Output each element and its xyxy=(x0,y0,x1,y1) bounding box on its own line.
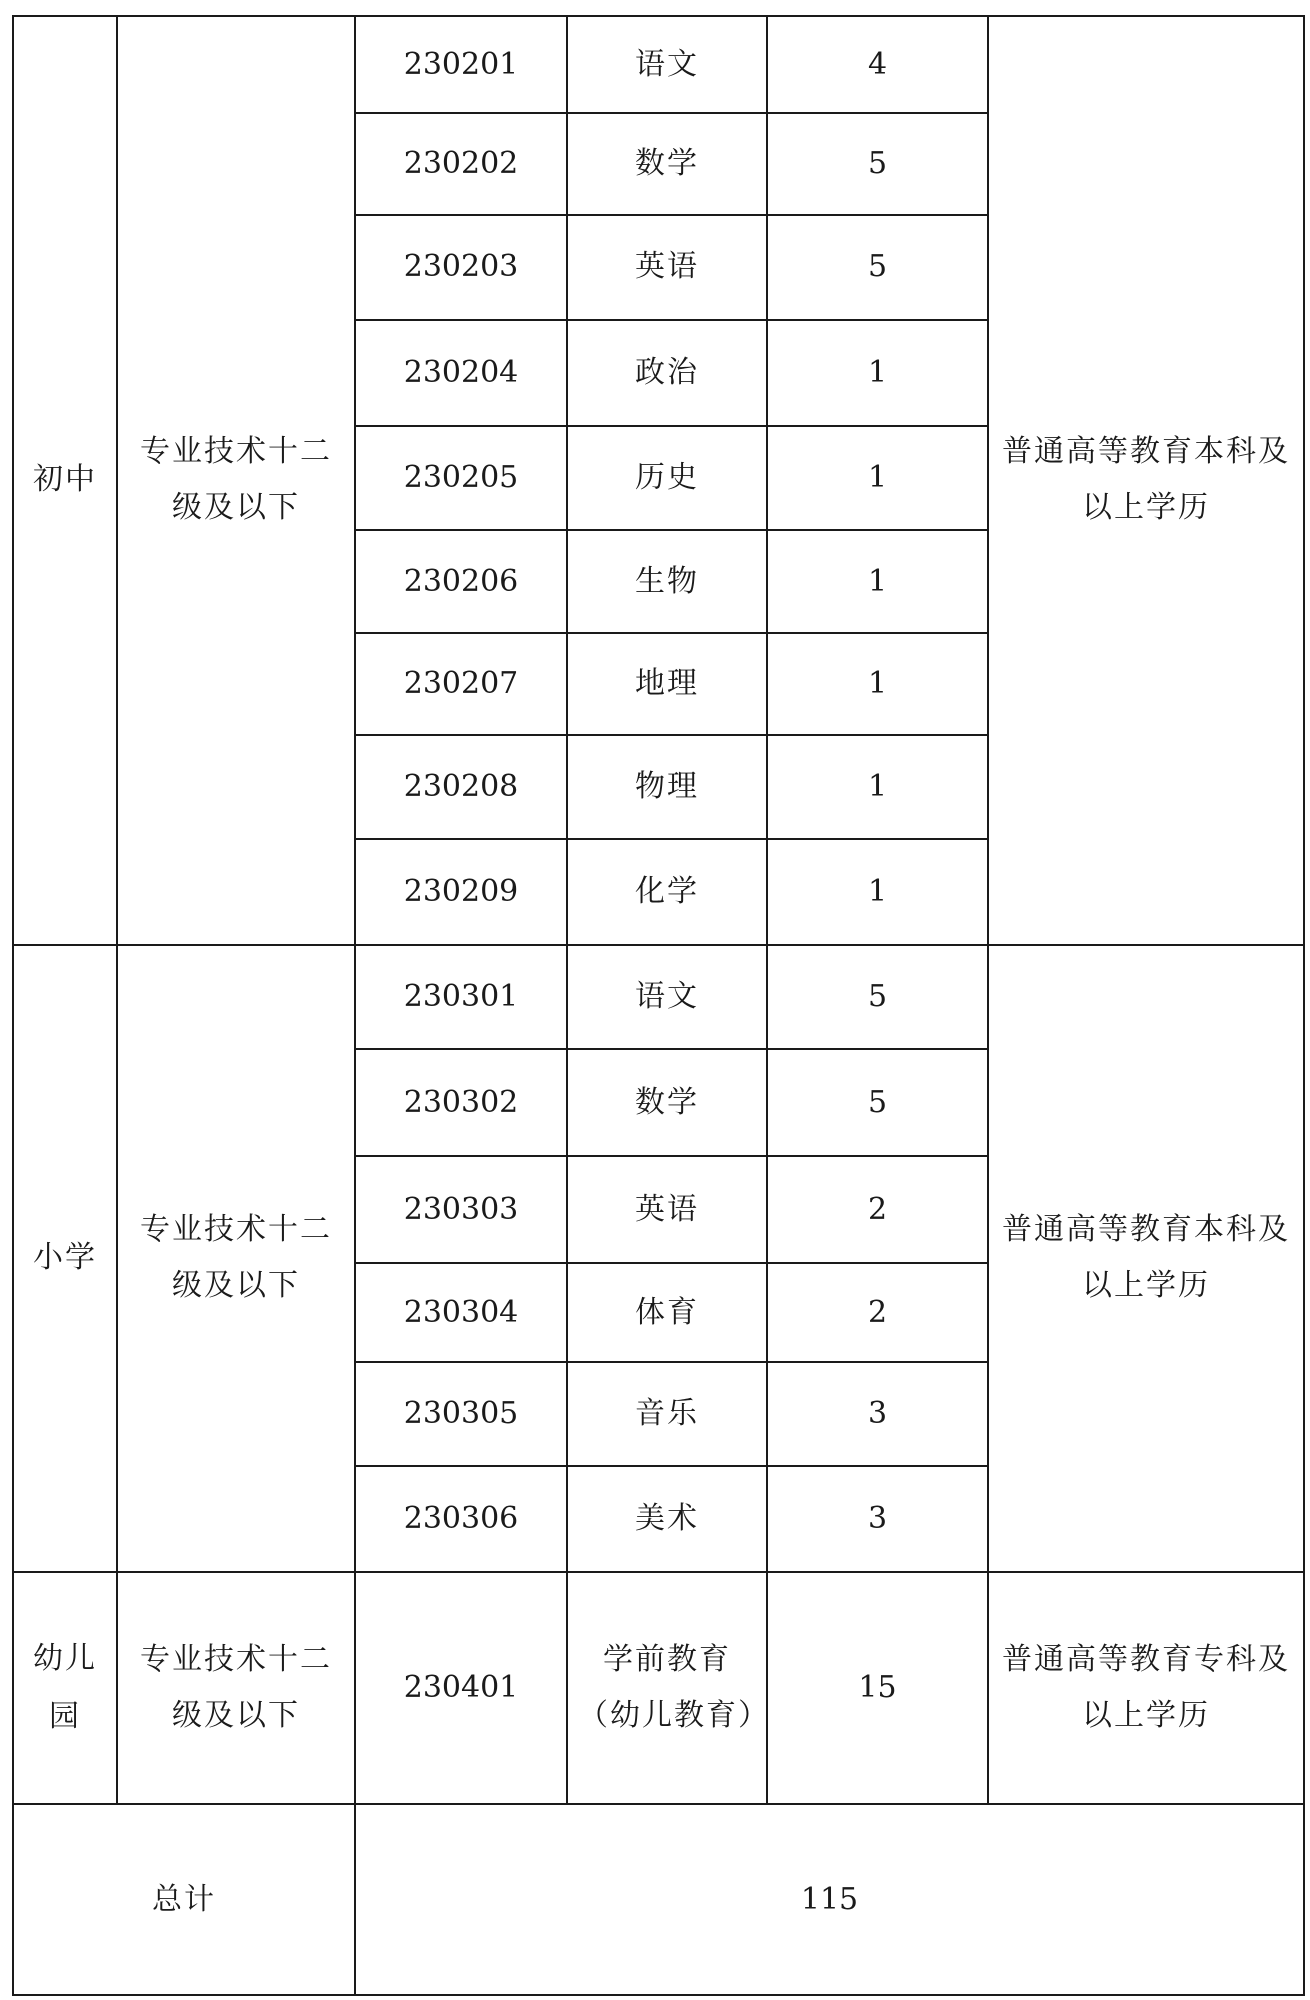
post-code: 230301 xyxy=(355,945,567,1049)
subject: 音乐 xyxy=(567,1362,767,1466)
subject: 数学 xyxy=(567,113,767,215)
level-cell: 专业技术十二级及以下 xyxy=(117,16,355,945)
subject: 语文 xyxy=(567,16,767,113)
post-code: 230208 xyxy=(355,735,567,838)
headcount: 5 xyxy=(767,113,988,215)
post-code: 230203 xyxy=(355,215,567,319)
subject: 政治 xyxy=(567,320,767,426)
total-label: 总计 xyxy=(13,1804,355,1995)
headcount: 5 xyxy=(767,1049,988,1156)
post-code: 230302 xyxy=(355,1049,567,1156)
headcount: 5 xyxy=(767,215,988,319)
headcount: 1 xyxy=(767,426,988,530)
headcount: 15 xyxy=(767,1572,988,1804)
level-cell: 专业技术十二级及以下 xyxy=(117,945,355,1572)
subject: 体育 xyxy=(567,1263,767,1361)
post-code: 230304 xyxy=(355,1263,567,1361)
education-cell: 普通高等教育本科及以上学历 xyxy=(988,945,1304,1572)
subject: 美术 xyxy=(567,1466,767,1572)
headcount: 1 xyxy=(767,839,988,945)
subject: 历史 xyxy=(567,426,767,530)
headcount: 2 xyxy=(767,1263,988,1361)
total-value: 115 xyxy=(355,1804,1304,1995)
subject: 地理 xyxy=(567,633,767,735)
education-cell: 普通高等教育本科及以上学历 xyxy=(988,16,1304,945)
stage-cell: 初中 xyxy=(13,16,117,945)
subject: 数学 xyxy=(567,1049,767,1156)
post-code: 230204 xyxy=(355,320,567,426)
total-row xyxy=(13,1804,1304,1995)
headcount: 5 xyxy=(767,945,988,1049)
post-code: 230202 xyxy=(355,113,567,215)
headcount: 1 xyxy=(767,530,988,633)
post-code: 230305 xyxy=(355,1362,567,1466)
table-row xyxy=(13,1572,1304,1804)
level-cell: 专业技术十二级及以下 xyxy=(117,1572,355,1804)
table-row xyxy=(13,945,1304,1049)
post-code: 230205 xyxy=(355,426,567,530)
subject: 英语 xyxy=(567,1156,767,1263)
post-code: 230206 xyxy=(355,530,567,633)
post-code: 230306 xyxy=(355,1466,567,1572)
headcount: 3 xyxy=(767,1362,988,1466)
subject: 物理 xyxy=(567,735,767,838)
subject: 学前教育（幼儿教育） xyxy=(567,1572,767,1804)
post-code: 230201 xyxy=(355,16,567,113)
headcount: 1 xyxy=(767,735,988,838)
subject: 语文 xyxy=(567,945,767,1049)
headcount: 1 xyxy=(767,320,988,426)
stage-cell: 幼儿园 xyxy=(13,1572,117,1804)
subject: 生物 xyxy=(567,530,767,633)
headcount: 4 xyxy=(767,16,988,113)
post-code: 230303 xyxy=(355,1156,567,1263)
headcount: 1 xyxy=(767,633,988,735)
recruitment-table xyxy=(12,15,1305,1996)
subject: 化学 xyxy=(567,839,767,945)
table-row xyxy=(13,16,1304,113)
headcount: 2 xyxy=(767,1156,988,1263)
post-code: 230401 xyxy=(355,1572,567,1804)
subject: 英语 xyxy=(567,215,767,319)
stage-cell: 小学 xyxy=(13,945,117,1572)
post-code: 230209 xyxy=(355,839,567,945)
education-cell: 普通高等教育专科及以上学历 xyxy=(988,1572,1304,1804)
post-code: 230207 xyxy=(355,633,567,735)
headcount: 3 xyxy=(767,1466,988,1572)
